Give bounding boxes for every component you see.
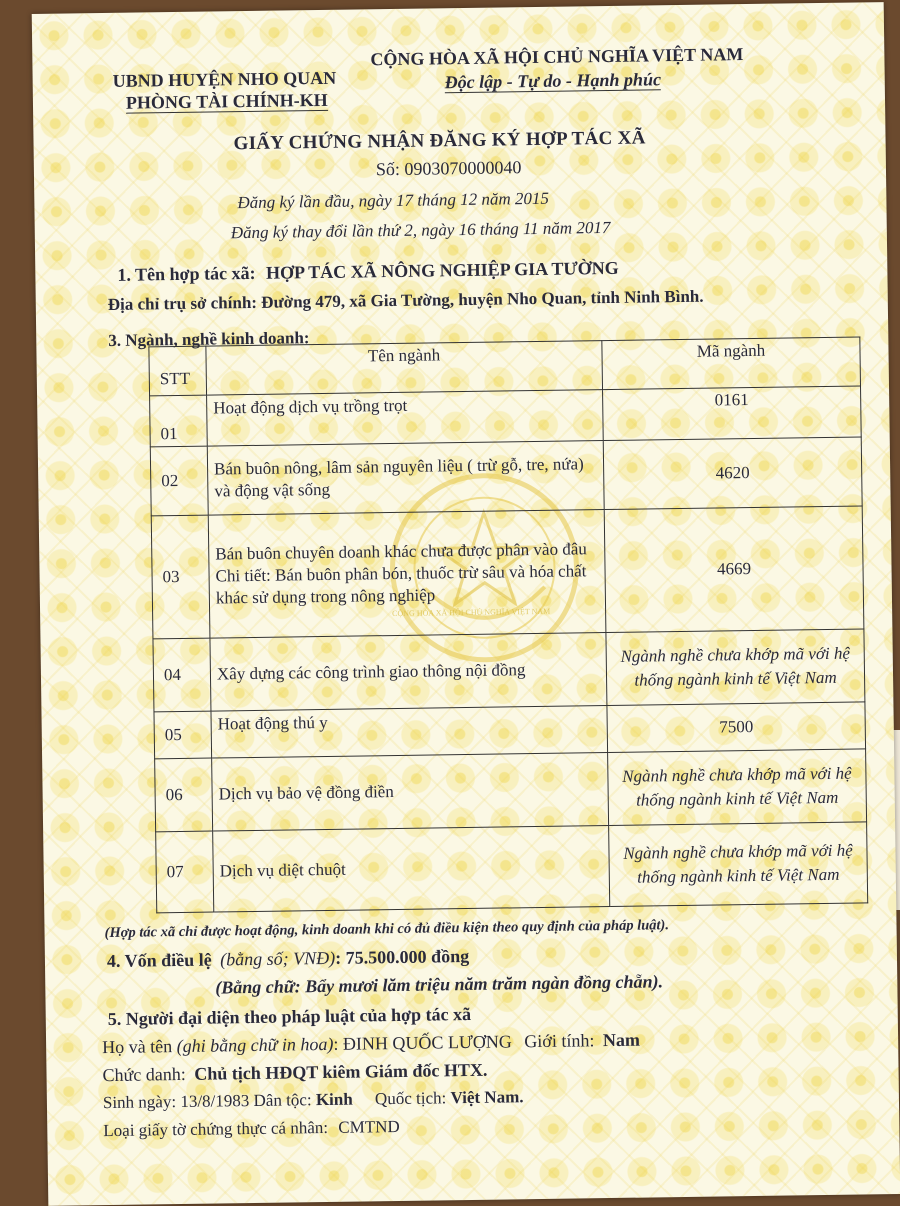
- row-stt: 02: [150, 446, 208, 516]
- nationality-value: Việt Nam.: [450, 1087, 524, 1108]
- title-label: Chức danh:: [102, 1063, 186, 1086]
- title-value: Chủ tịch HĐQT kiêm Giám đốc HTX.: [194, 1059, 488, 1084]
- agency-line-2: [126, 90, 328, 114]
- section-5-label: 5. Người đại diện theo pháp luật của hợp tác xã: [107, 1003, 472, 1030]
- ethnicity-value: Kinh: [315, 1089, 353, 1110]
- table-row: [155, 749, 867, 832]
- section-4: [107, 946, 469, 972]
- name-hint: (ghi bằng chữ in hoa): [176, 1033, 334, 1057]
- row-code: 7500: [607, 702, 866, 753]
- first-registration-date: Đăng ký lần đầu, ngày 17 tháng 12 năm 2015: [237, 188, 550, 213]
- table-row: [156, 822, 868, 913]
- row-code: 0161: [603, 386, 862, 441]
- row-name: Bán buôn nông, lâm sản nguyên liệu ( trừ gỗ, tre, nứa) và động vật sống: [207, 441, 604, 516]
- gender-label: Giới tính:: [524, 1030, 595, 1052]
- certificate-title: GIẤY CHỨNG NHẬN ĐĂNG KÝ HỢP TÁC XÃ: [233, 127, 646, 155]
- name-label: Họ và tên: [102, 1036, 173, 1058]
- row-code: Ngành nghề chưa khớp mã với hệ thống ngành kinh tế Việt Nam: [606, 629, 865, 706]
- id-label: Loại giấy tờ chứng thực cá nhân:: [103, 1117, 329, 1141]
- row-stt: 06: [155, 758, 213, 832]
- row-name: Bán buôn chuyên doanh khác chưa được phân vào đâu: [215, 539, 587, 564]
- representative-dob-line: [103, 1087, 524, 1113]
- row-code: 4669: [604, 506, 864, 633]
- row-stt: 01: [150, 395, 208, 447]
- agency-line-1: UBND HUYỆN NHO QUAN: [112, 67, 337, 91]
- nationality-label: Quốc tịch:: [374, 1088, 447, 1109]
- section-4-label: 4. Vốn điều lệ: [106, 949, 212, 972]
- col-header-stt: STT: [149, 346, 207, 396]
- table-row: [151, 506, 864, 639]
- business-lines-table: [148, 336, 868, 913]
- row-name: Xây dựng các công trình giao thông nội đồng: [210, 633, 607, 712]
- row-name: Dịch vụ bảo vệ đồng điền: [212, 753, 609, 832]
- agency-line-2-text: PHÒNG TÀI CHÍNH-KH: [125, 89, 328, 113]
- representative-name: : ĐINH QUỐC LƯỢNG: [333, 1031, 512, 1054]
- row-stt: 03: [151, 515, 210, 639]
- section-3-label: 3. Ngành, nghề kinh doanh:: [108, 328, 310, 350]
- row-name-multi: [208, 510, 606, 639]
- section-1: [117, 258, 619, 286]
- table-row: [153, 629, 865, 712]
- charter-capital: : 75.500.000 đồng: [334, 945, 470, 968]
- row-stt: 04: [153, 638, 211, 712]
- nation-title: CỘNG HÒA XÃ HỘI CHỦ NGHĨA VIỆT NAM: [370, 44, 744, 70]
- change-registration-date: Đăng ký thay đổi lần thứ 2, ngày 16 tháng 11 năm 2017: [230, 217, 611, 243]
- representative-id-line: [103, 1117, 400, 1141]
- col-header-code: Mã ngành: [602, 337, 861, 390]
- row-stt: 05: [154, 711, 212, 759]
- representative-title-line: [102, 1060, 487, 1086]
- address: Địa chỉ trụ sở chính: Đường 479, xã Gia Tường, huyện Nho Quan, tỉnh Ninh Bình.: [107, 286, 704, 314]
- row-code: Ngành nghề chưa khớp mã với hệ thống ngành kinh tế Việt Nam: [609, 822, 868, 907]
- cooperative-name: HỢP TÁC XÃ NÔNG NGHIỆP GIA TƯỜNG: [265, 257, 619, 283]
- charter-capital-in-words: (Bằng chữ: Bẩy mươi lăm triệu năm trăm ngàn đồng chẵn).: [215, 971, 664, 998]
- row-code: 4620: [603, 437, 862, 510]
- dob-text: Sinh ngày: 13/8/1983 Dân tộc:: [102, 1090, 312, 1113]
- representative-name-line: [102, 1030, 640, 1059]
- certificate-document: [32, 2, 900, 1206]
- emblem-ribbon-text: CỘNG HÒA XÃ HỘI CHỦ NGHĨA VIỆT NAM: [392, 606, 551, 619]
- row-name: Hoạt động dịch vụ trồng trọt: [207, 390, 604, 447]
- row-name: Dịch vụ diệt chuột: [213, 826, 610, 913]
- motto-text: Độc lập - Tự do - Hạnh phúc: [444, 69, 662, 93]
- row-stt: 07: [156, 831, 214, 913]
- gender-value: Nam: [602, 1029, 641, 1051]
- row-code: Ngành nghề chưa khớp mã với hệ thống ngành kinh tế Việt Nam: [608, 749, 867, 826]
- id-value: CMTND: [338, 1116, 400, 1137]
- col-header-name: Tên ngành: [206, 341, 603, 396]
- motto: [445, 69, 662, 93]
- section-1-label: 1. Tên hợp tác xã:: [117, 262, 256, 285]
- table-row: [150, 437, 862, 516]
- row-name: Hoạt động thú y: [211, 706, 608, 759]
- certificate-number: Số: 0903070000040: [375, 157, 522, 180]
- section-4-hint: (bằng số; VNĐ): [219, 947, 336, 970]
- legal-note: (Hợp tác xã chỉ được hoạt động, kinh doanh khi có đủ điều kiện theo quy định của pháp luật).: [104, 917, 670, 942]
- row-detail: Chi tiết: Bán buôn phân bón, thuốc trừ sâu và hóa chất khác sử dụng trong nông nghiệp: [215, 561, 587, 608]
